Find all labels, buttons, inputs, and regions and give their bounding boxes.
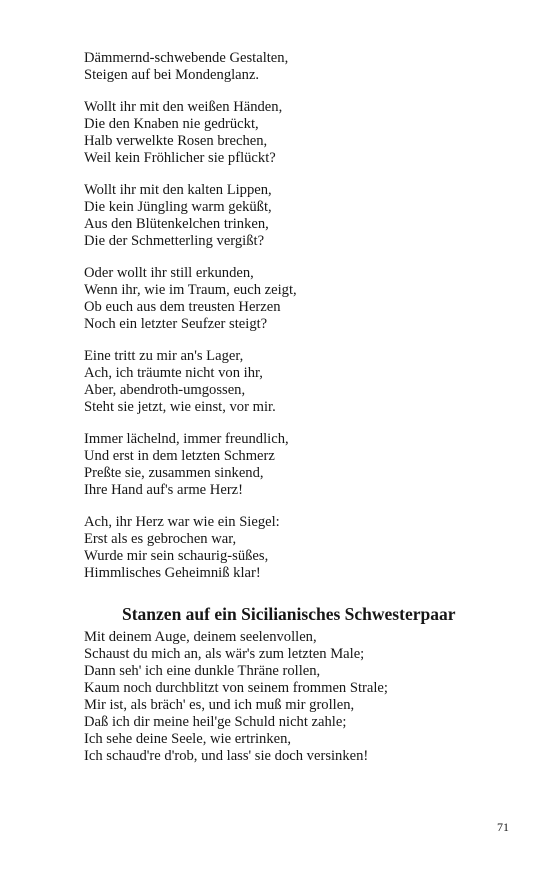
verse-line: Ich schaud're d'rob, und lass' sie doch versinken! <box>84 748 369 764</box>
verse-line: Ach, ich träumte nicht von ihr, <box>84 365 263 381</box>
page-number: 71 <box>497 820 509 834</box>
verse-line: Ihre Hand auf's arme Herz! <box>84 482 244 498</box>
verse-line: Wollt ihr mit den weißen Händen, <box>84 99 283 115</box>
verse-line: Weil kein Fröhlicher sie pflückt? <box>84 150 276 166</box>
verse-line: Mit deinem Auge, deinem seelenvollen, <box>84 629 317 645</box>
verse-line: Die den Knaben nie gedrückt, <box>84 116 259 132</box>
verse-line: Wenn ihr, wie im Traum, euch zeigt, <box>84 282 297 298</box>
verse-line: Halb verwelkte Rosen brechen, <box>84 133 268 149</box>
stanza <box>84 265 524 333</box>
stanza <box>84 99 524 167</box>
verse-line: Oder wollt ihr still erkunden, <box>84 265 254 281</box>
verse-line: Eine tritt zu mir an's Lager, <box>84 348 244 364</box>
page-content <box>84 50 524 780</box>
stanza <box>84 50 524 84</box>
verse-line: Preßte sie, zusammen sinkend, <box>84 465 264 481</box>
verse-line: Immer lächelnd, immer freundlich, <box>84 431 289 447</box>
verse-line: Himmlisches Geheimniß klar! <box>84 565 261 581</box>
verse-line: Dämmernd-schwebende Gestalten, <box>84 50 289 66</box>
verse-line: Dann seh' ich eine dunkle Thräne rollen, <box>84 663 321 679</box>
verse-line: Ob euch aus dem treusten Herzen <box>84 299 281 315</box>
verse-line: Steigen auf bei Mondenglanz. <box>84 67 260 83</box>
stanza <box>84 348 524 416</box>
verse-line: Mir ist, als bräch' es, und ich muß mir grollen, <box>84 697 355 713</box>
stanza <box>84 431 524 499</box>
verse-line: Wurde mir sein schaurig-süßes, <box>84 548 269 564</box>
verse-line: Erst als es gebrochen war, <box>84 531 237 547</box>
verse-line: Daß ich dir meine heil'ge Schuld nicht zahle; <box>84 714 347 730</box>
verse-line: Steht sie jetzt, wie einst, vor mir. <box>84 399 276 415</box>
verse-line: Wollt ihr mit den kalten Lippen, <box>84 182 272 198</box>
stanza <box>84 182 524 250</box>
stanza <box>84 629 524 765</box>
verse-line: Die der Schmetterling vergißt? <box>84 233 265 249</box>
verse-line: Ich sehe deine Seele, wie ertrinken, <box>84 731 292 747</box>
poem-part-one <box>84 50 524 582</box>
poem-section-stanzas <box>84 629 524 765</box>
section-title: Stanzen auf ein Sicilianisches Schwesterpaar <box>122 604 456 624</box>
verse-line: Die kein Jüngling warm geküßt, <box>84 199 272 215</box>
verse-line: Aus den Blütenkelchen trinken, <box>84 216 269 232</box>
verse-line: Noch ein letzter Seufzer steigt? <box>84 316 268 332</box>
verse-line: Schaust du mich an, als wär's zum letzten Male; <box>84 646 365 662</box>
verse-line: Kaum noch durchblitzt von seinem frommen Strale; <box>84 680 388 696</box>
stanza <box>84 514 524 582</box>
verse-line: Und erst in dem letzten Schmerz <box>84 448 275 464</box>
verse-line: Ach, ihr Herz war wie ein Siegel: <box>84 514 280 530</box>
verse-line: Aber, abendroth-umgossen, <box>84 382 246 398</box>
